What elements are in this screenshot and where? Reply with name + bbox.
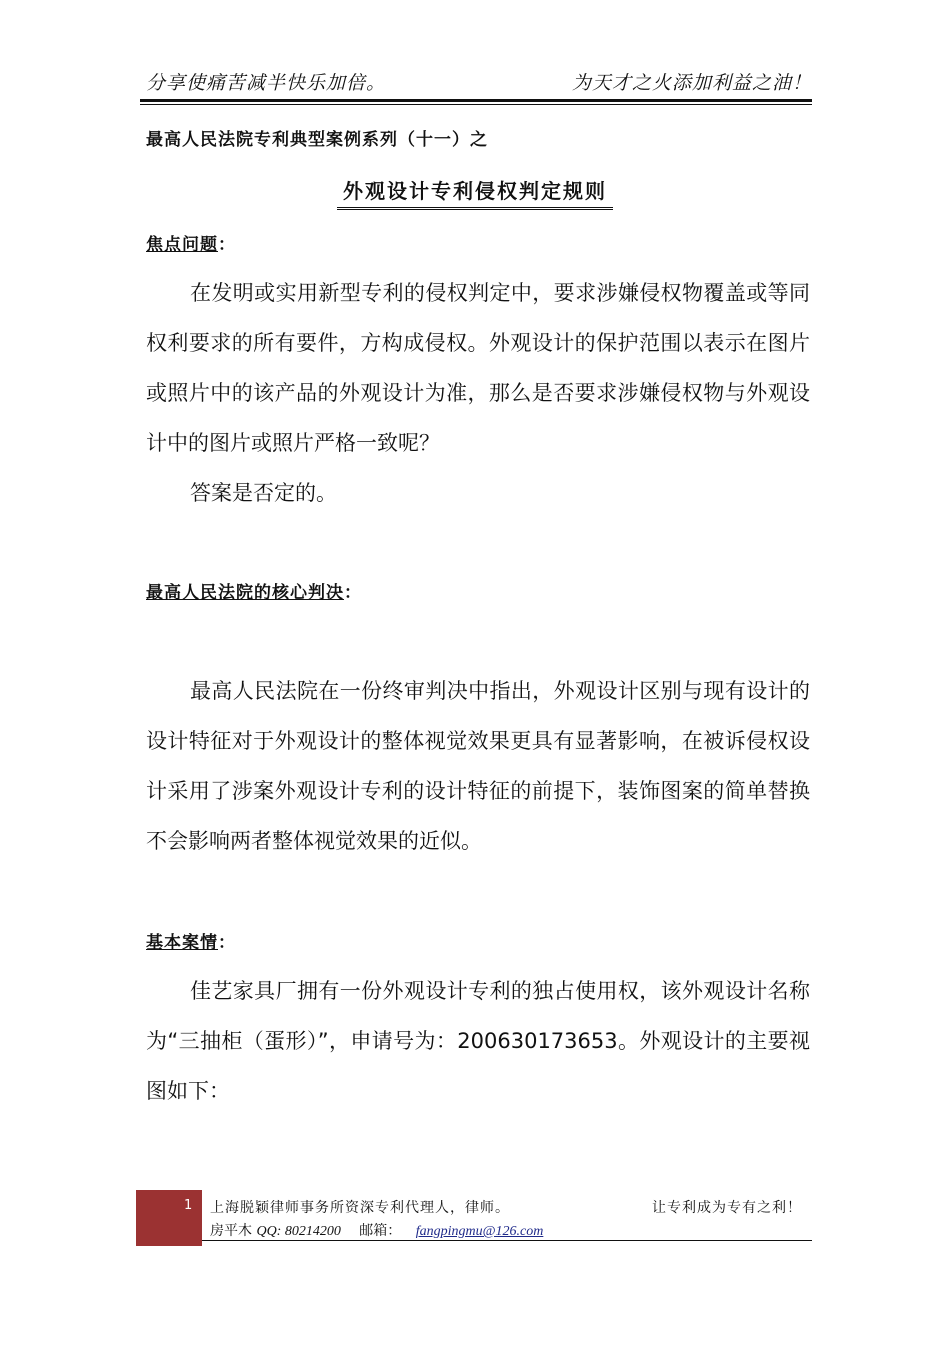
series-title: 最高人民法院专利典型案例系列（十一）之 [146,130,488,150]
paragraph-ruling: 最高人民法院在一份终审判决中指出，外观设计区别与现有设计的设计特征对于外观设计的整体视觉效果更具有显著影响，在被诉侵权设计采用了涉案外观设计专利的设计特征的前提下，装饰图案的简单替换不会影响两者整体视觉效果的近似。 [146,679,810,853]
section-label-colon: ： [344,583,362,603]
header-left-motto: 分享使痛苦减半快乐加倍。 [146,72,387,94]
section-label-ruling [146,578,362,603]
section-label-ruling-text: 最高人民法院的核心判决 [146,583,344,603]
section-label-focus-text: 焦点问题 [146,235,218,255]
footer-firm-line: 上海脱颖律师事务所资深专利代理人，律师。 [210,1200,510,1216]
footer-contact-line [210,1220,543,1240]
footer-slogan: 让专利成为专有之利！ [652,1200,802,1216]
section-label-focus [146,230,236,255]
header-rule [140,99,812,102]
footer-email-link[interactable]: fangpingmu@126.com [415,1224,544,1239]
section-label-facts-text: 基本案情 [146,933,218,953]
paragraph-focus-answer: 答案是否定的。 [190,481,337,505]
section-label-colon: ： [218,933,236,953]
footer-name: 房平木 [210,1223,252,1239]
footer-rule [202,1240,812,1241]
section-label-colon: ： [218,235,236,255]
footer-qq: QQ: 80214200 [256,1224,341,1239]
section-label-facts [146,928,236,953]
footer-email-label: 邮箱： [359,1223,402,1239]
header-right-motto: 为天才之火添加利益之油！ [571,72,812,94]
page-title [0,175,950,210]
paragraph-focus-question: 在发明或实用新型专利的侵权判定中，要求涉嫌侵权物覆盖或等同权利要求的所有要件，方构成侵权。外观设计的保护范围以表示在图片或照片中的该产品的外观设计为准，那么是否要求涉嫌侵权物与外观设计中的图片或照片严格一致呢？ [146,281,810,455]
header-rule-thin [140,104,812,105]
page-title-text: 外观设计专利侵权判定规则 [337,175,613,210]
paragraph-facts: 佳艺家具厂拥有一份外观设计专利的独占使用权，该外观设计名称为“三抽柜（蛋形）”，申请号为：200630173653。外观设计的主要视图如下： [146,979,810,1103]
page-number: 1 [184,1198,193,1213]
